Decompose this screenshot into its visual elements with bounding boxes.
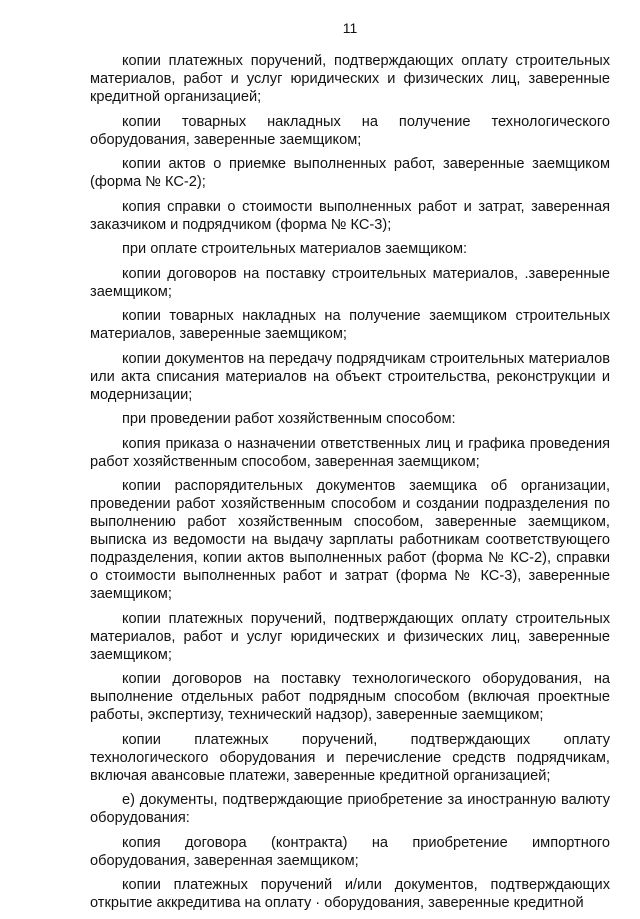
paragraph: копии товарных накладных на получение заемщиком строительных материалов, заверенные заемщиком; (90, 308, 610, 342)
paragraph: копии платежных поручений, подтверждающих оплату строительных материалов, работ и услуг юридических и физических лиц, заверенные кредитной организацией; (90, 53, 610, 105)
paragraph: копии платежных поручений, подтверждающих оплату строительных материалов, работ и услуг юридических и физических лиц, заверенные заемщиком; (90, 610, 610, 663)
paragraph: е) документы, подтверждающие приобретение за иностранную валюту оборудования: (90, 792, 610, 826)
paragraph: копии актов о приемке выполненных работ, заверенные заемщиком (форма № КС-2); (90, 156, 610, 190)
paragraph: при оплате строительных материалов заемщиком: (122, 241, 468, 257)
paragraph: копии документов на передачу подрядчикам строительных материалов или акта списания материалов на объект строительства, реконструкции и модернизации; (90, 350, 610, 403)
paragraph: копии платежных поручений, подтверждающих оплату технологического оборудования и перечисление средств подрядчикам, включая авансовые платежи, заверенные кредитной организацией; (90, 731, 610, 784)
document-body (90, 52, 610, 919)
paragraph: копии товарных накладных на получение технологического оборудования, заверенные заемщиком; (90, 113, 610, 148)
paragraph: копия справки о стоимости выполненных работ и затрат, заверенная заказчиком и подрядчиком (форма № КС-3); (90, 198, 610, 233)
paragraph: копии платежных поручений и/или документов, подтверждающих открытие аккредитива на оплату · оборудования, заверенные кредитной (90, 877, 610, 911)
paragraph: копии распорядительных документов заемщика об организации, проведении работ хозяйственным способом и создании подразделения по выполнению работ хозяйственным способом, заверенные заемщиком, выписка из ведомости на выдачу зарплаты работникам соответствующего подразделения, копии актов выполненных работ (форма № КС-2), справки о стоимости выполненных работ и затрат (форма № КС-3), заверенные заемщиком; (90, 478, 610, 602)
paragraph: копия приказа о назначении ответственных лиц и графика проведения работ хозяйственным способом, заверенная заемщиком; (90, 435, 610, 470)
paragraph: копия договора (контракта) на приобретение импортного оборудования, заверенная заемщиком; (90, 834, 610, 869)
page-number: 11 (342, 20, 358, 36)
paragraph: копии договоров на поставку строительных материалов, .заверенные заемщиком; (90, 265, 610, 300)
paragraph: копии договоров на поставку технологического оборудования, на выполнение отдельных работ подрядным способом (включая проектные работы, экспертизу, технический надзор), заверенные заемщиком; (90, 671, 610, 723)
paragraph: при проведении работ хозяйственным способом: (122, 411, 456, 427)
